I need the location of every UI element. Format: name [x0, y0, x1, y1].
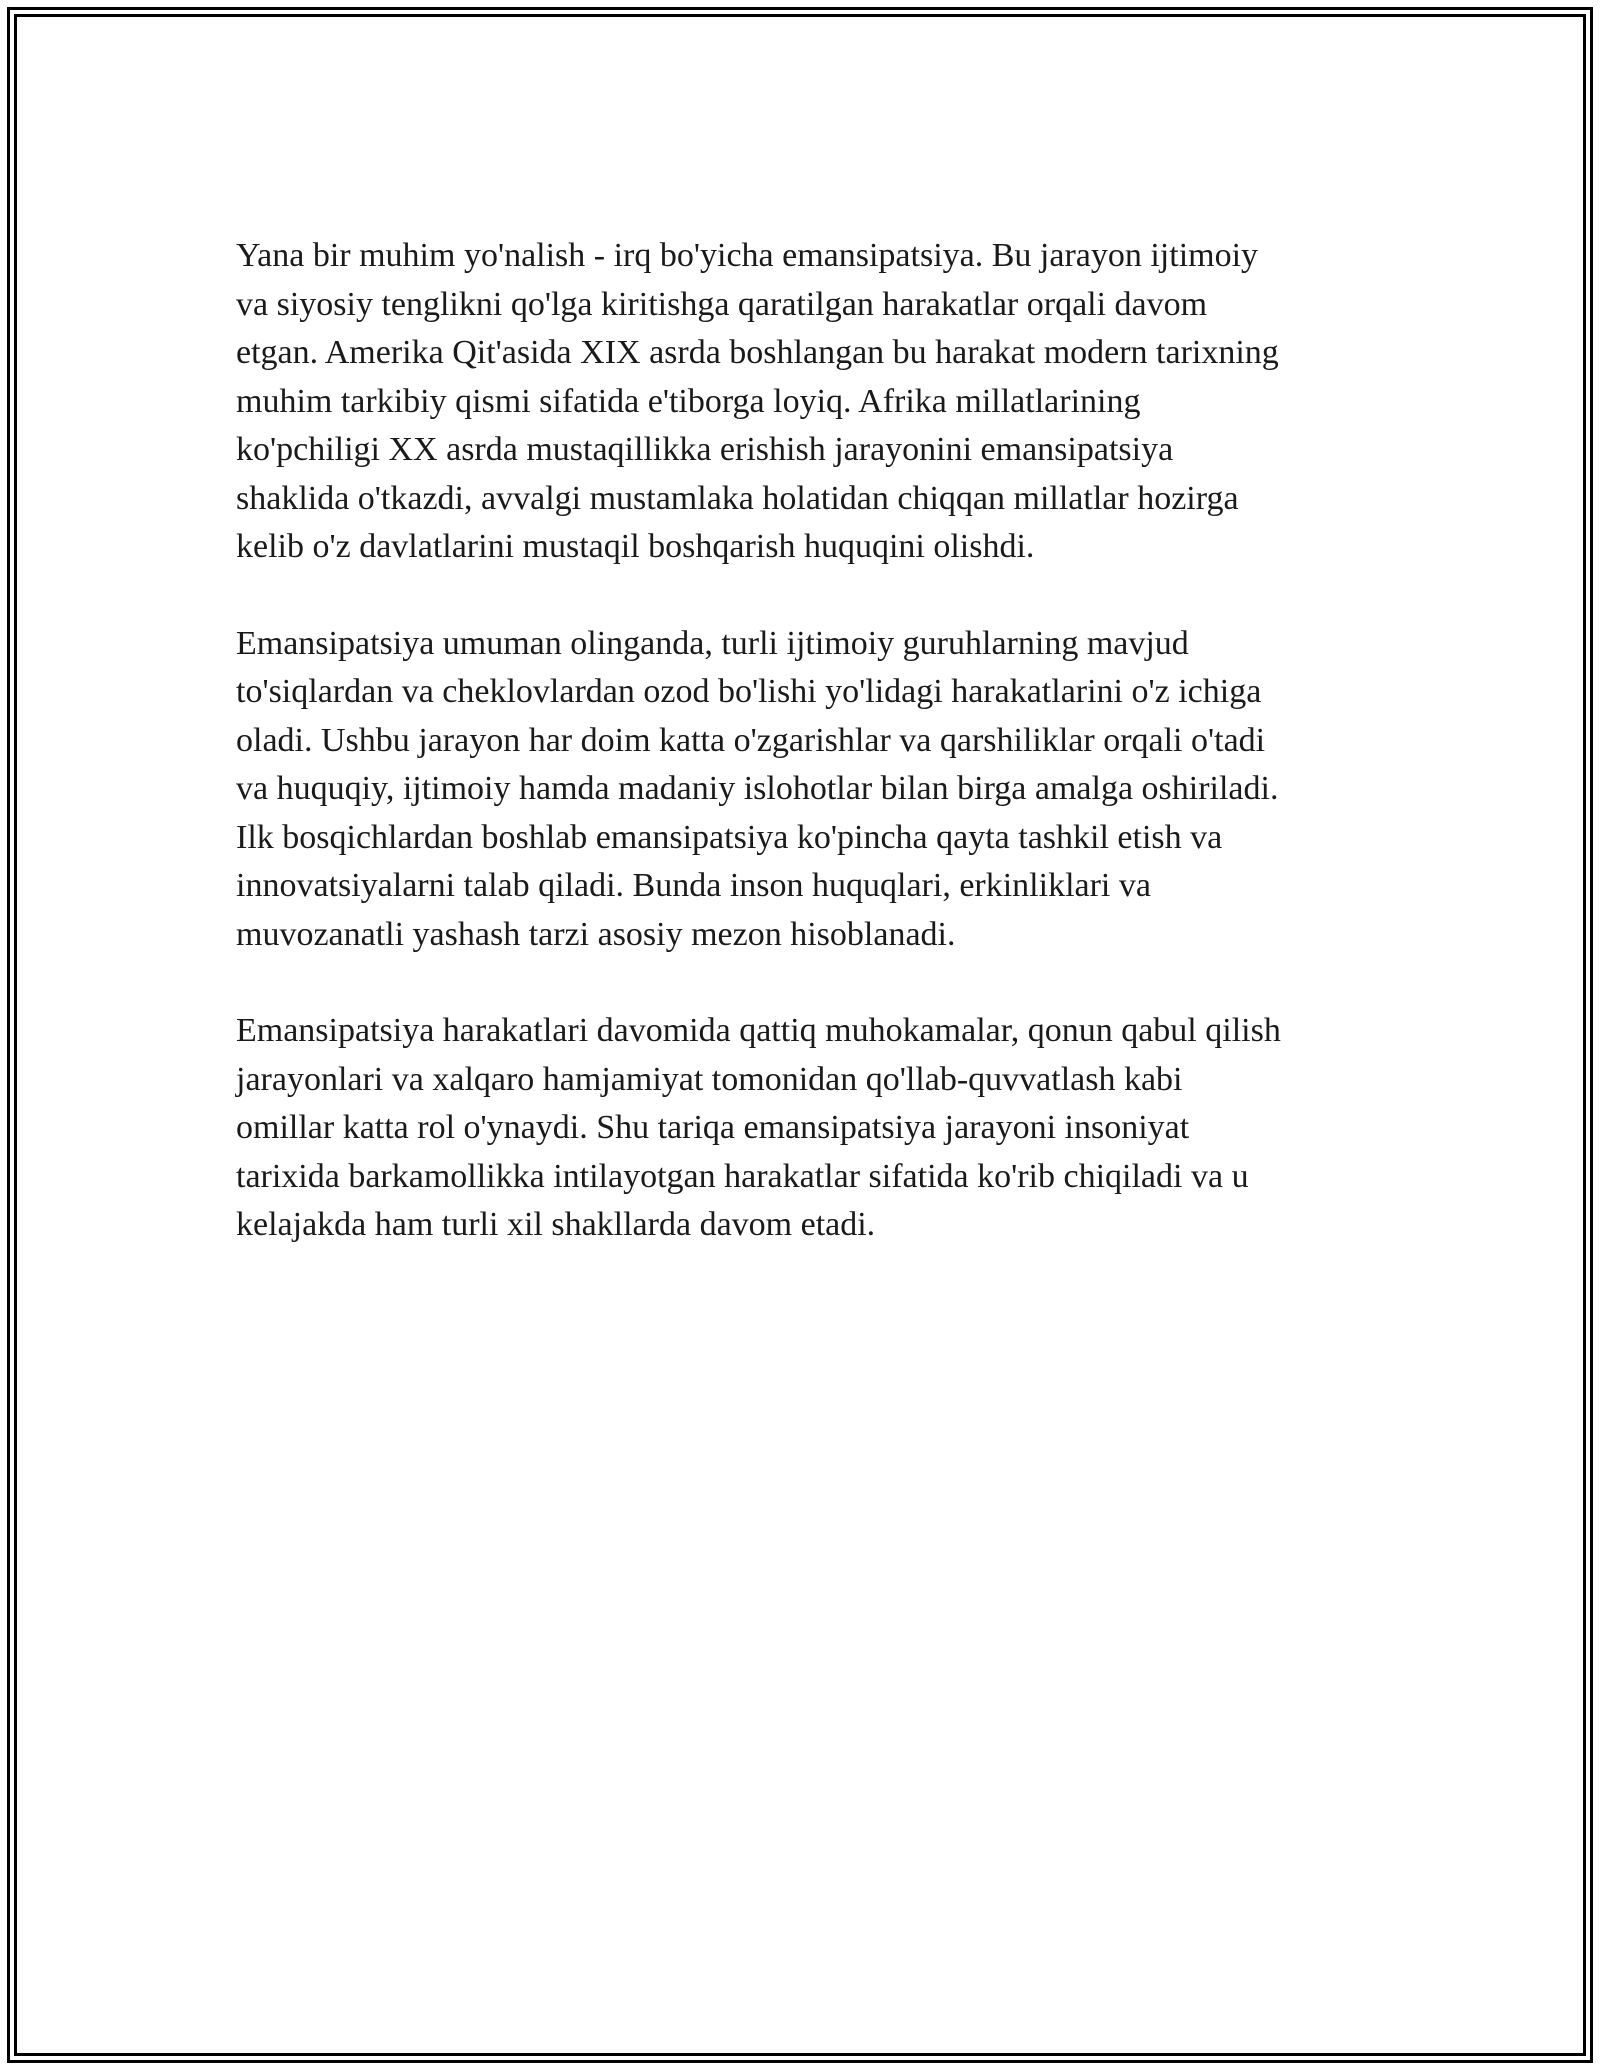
paragraph-emancipation-general: Emansipatsiya umuman olinganda, turli ijtimoiy guruhlarning mavjud to'siqlardan va cheklovlardan ozod bo'lishi yo'lidagi harakatlarini o'z ichiga oladi. Ushbu jarayon har doim katta o'zgarishlar va qarshiliklar orqali o'tadi va huquqiy, ijtimoiy hamda madaniy islohotlar bilan birga amalga oshiriladi. Ilk bosqichlardan boshlab emansipatsiya ko'pincha qayta tashkil etish va innovatsiyalarni talab qiladi. Bunda inson huquqlari, erkinliklari va muvozanatli yashash tarzi asosiy mezon hisoblanadi.: [236, 624, 1279, 953]
paragraph-emancipation-movements: Emansipatsiya harakatlari davomida qattiq muhokamalar, qonun qabul qilish jarayonlari va xalqaro hamjamiyat tomonidan qo'llab-quvvatlash kabi omillar katta rol o'ynaydi. Shu tariqa emansipatsiya jarayoni insoniyat tarixida barkamollikka intilayotgan harakatlar sifatida ko'rib chiqiladi va u kelajakda ham turli xil shakllarda davom etadi.: [236, 1012, 1281, 1243]
document-body: [236, 232, 1386, 1298]
paragraph-race-emancipation: Yana bir muhim yo'nalish - irq bo'yicha emansipatsiya. Bu jarayon ijtimoiy va siyosiy tenglikni qo'lga kiritishga qaratilgan harakatlar orqali davom etgan. Amerika Qit'asida XIX asrda boshlangan bu harakat modern tarixning muhim tarkibiy qismi sifatida e'tiborga loyiq. Afrika millatlarining ko'pchiligi XX asrda mustaqillikka erishish jarayonini emansipatsiya shaklida o'tkazdi, avvalgi mustamlaka holatidan chiqqan millatlar hozirga kelib o'z davlatlarini mustaqil boshqarish huquqini olishdi.: [236, 237, 1279, 565]
